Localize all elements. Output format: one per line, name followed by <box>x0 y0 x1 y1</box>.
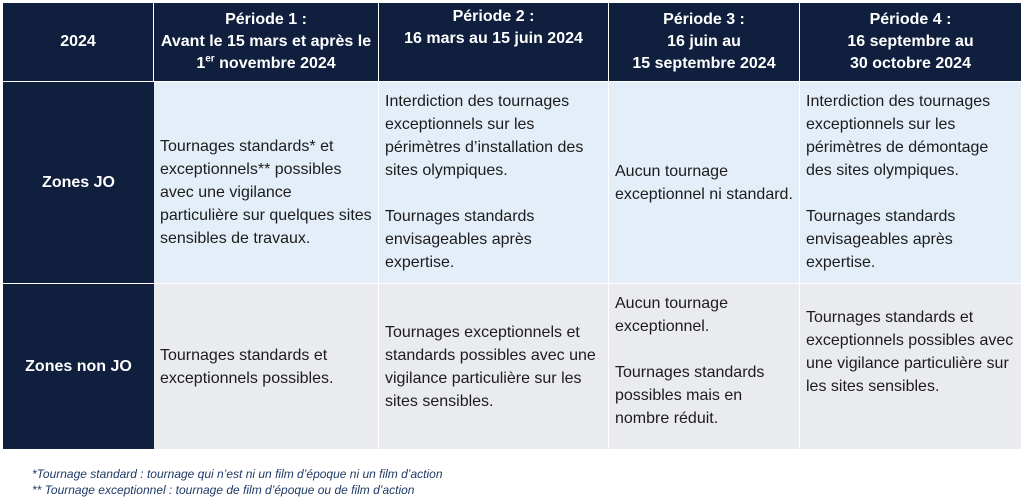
header-period-1 <box>154 3 379 82</box>
cell-nonjo-period-2: Tournages exceptionnels et standards possibles avec une vigilance particulière sur les sites sensibles. <box>379 284 609 450</box>
period-3-line1: 16 juin au <box>667 33 741 50</box>
header-period-3 <box>609 3 800 82</box>
header-period-2 <box>379 3 609 82</box>
cell-jo-period-4: Interdiction des tournages exceptionnels sur les périmètres de démontage des sites olympiques. Tournages standards envisageables après expertise. <box>800 82 1021 284</box>
header-period-4 <box>800 3 1021 82</box>
period-3-title: Période 3 : <box>663 11 745 28</box>
period-4-line2: 30 octobre 2024 <box>850 55 971 72</box>
period-3-line2: 15 septembre 2024 <box>632 55 776 72</box>
cell-jo-period-3: Aucun tournage exceptionnel ni standard. <box>609 82 800 284</box>
period-1-line2: 1er novembre 2024 <box>196 53 336 72</box>
footnote-standard: *Tournage standard : tournage qui n’est ni un film d’époque ni un film d’action <box>32 467 443 481</box>
cell-nonjo-period-1: Tournages standards et exceptionnels possibles. <box>154 284 379 450</box>
cell-nonjo-period-3: Aucun tournage exceptionnel. Tournages standards possibles mais en nombre réduit. <box>609 284 800 450</box>
cell-jo-period-1: Tournages standards* et exceptionnels** possibles avec une vigilance particulière sur quelques sites sensibles de travaux. <box>154 82 379 284</box>
period-1-title: Période 1 : <box>225 11 307 28</box>
row-label-zones-jo: Zones JO <box>3 82 154 284</box>
period-4-title: Période 4 : <box>869 11 952 28</box>
row-label-zones-non-jo: Zones non JO <box>3 284 154 450</box>
cell-nonjo-period-4: Tournages standards et exceptionnels possibles avec une vigilance particulière sur les sites sensibles. <box>800 284 1021 450</box>
header-year: 2024 <box>3 3 154 82</box>
period-1-line1: Avant le 15 mars et après le <box>160 33 372 50</box>
footnote-exceptionnel: ** Tournage exceptionnel : tournage de film d’époque ou de film d’action <box>32 483 415 497</box>
cell-jo-period-2: Interdiction des tournages exceptionnels sur les périmètres d’installation des sites olympiques. Tournages standards envisageables après expertise. <box>379 82 609 284</box>
period-2-title: Période 2 : <box>452 8 535 25</box>
period-4-line1: 16 septembre au <box>847 33 974 50</box>
schedule-table <box>3 3 1021 450</box>
period-2-line1: 16 mars au 15 juin 2024 <box>404 30 583 47</box>
footnotes <box>32 466 443 498</box>
